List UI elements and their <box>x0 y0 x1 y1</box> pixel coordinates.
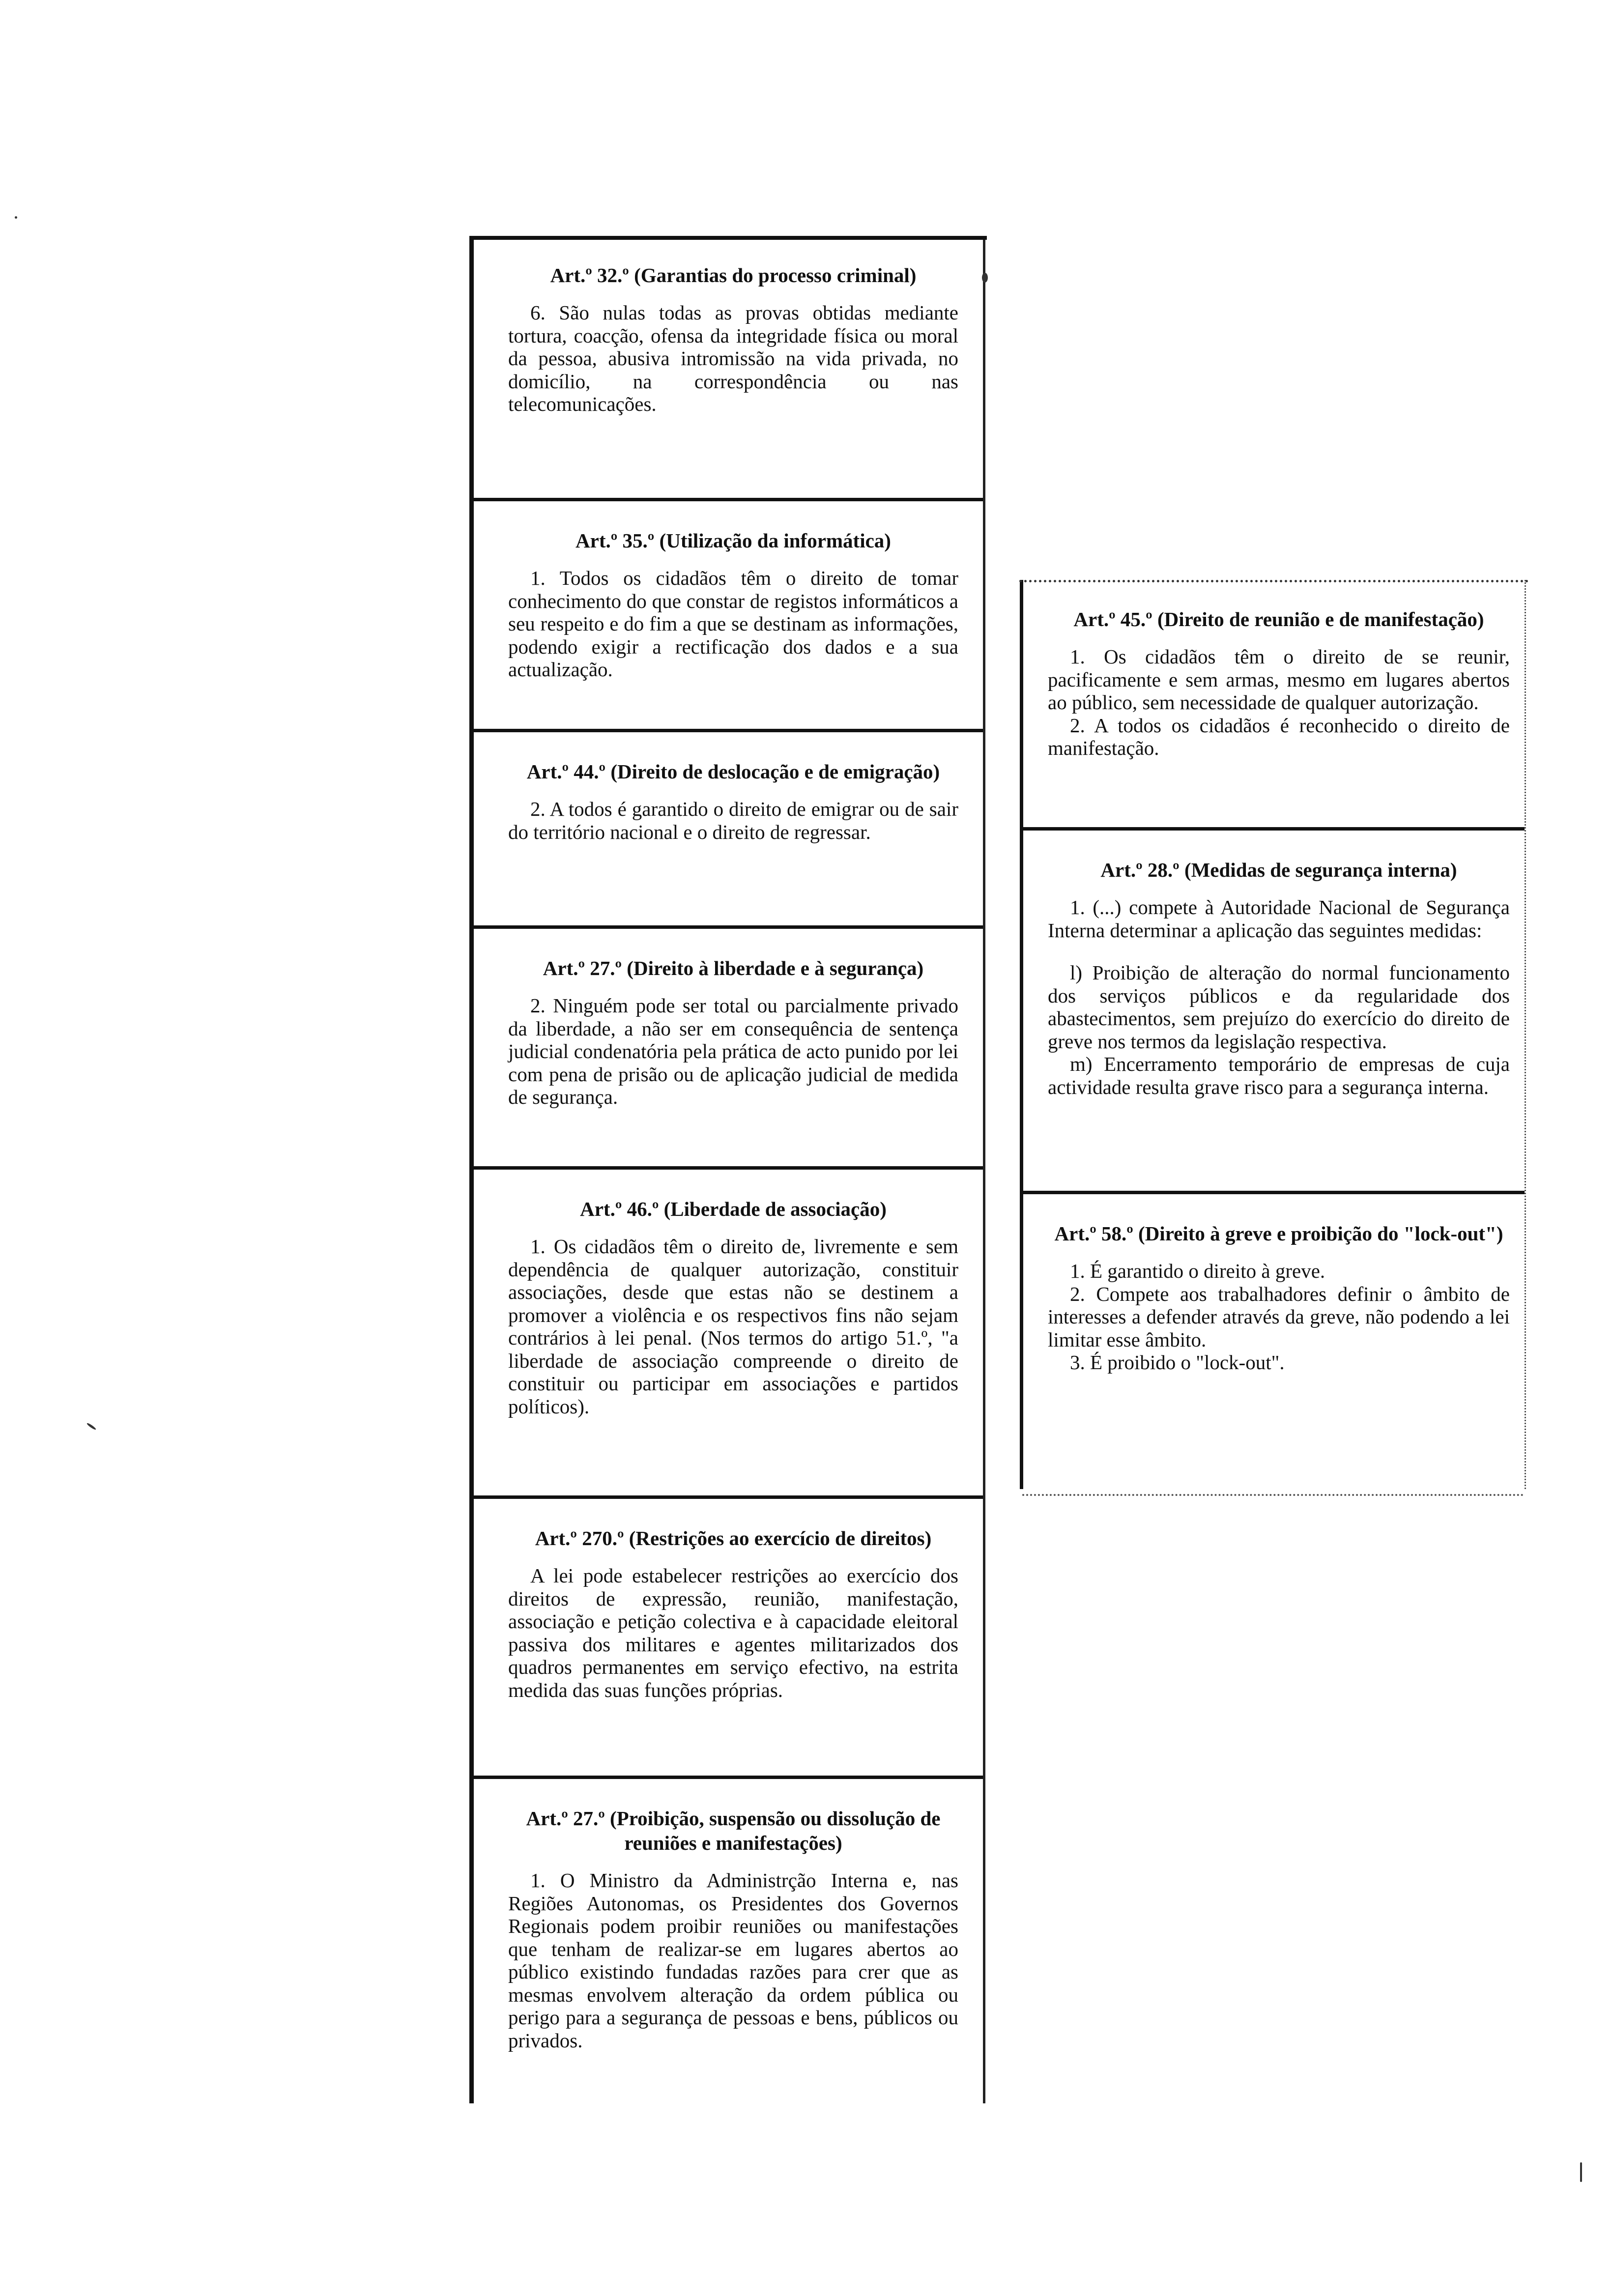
article-paragraph: 6. São nulas todas as provas obtidas mediante tortura, coacção, ofensa da integridade física ou moral da pessoa, abusiva intromissão na vida privada, no domicílio, na correspondência ou nas telecomunicações. <box>508 301 958 415</box>
article-title: Art.º 27.º (Proibição, suspensão ou dissolução de reuniões e manifestações) <box>526 1807 941 1854</box>
article-paragraph: 2. Ninguém pode ser total ou parcialmente privado da liberdade, a não ser em consequência de sentença judicial condenatória pela prática de acto punido por lei com pena de prisão ou de aplicação judicial de medida de segurança. <box>508 994 958 1108</box>
article-title: Art.º 28.º (Medidas de segurança interna) <box>1100 859 1457 881</box>
article-body <box>508 994 958 1109</box>
article-body <box>508 567 958 681</box>
article-paragraph: m) Encerramento temporário de empresas de cuja actividade resulta grave risco para a segurança interna. <box>1048 1053 1510 1098</box>
scan-speck <box>1580 2162 1582 2182</box>
article-paragraph: A lei pode estabelecer restrições ao exercício dos direitos de expressão, reunião, manifestação, associação e petição colectiva e à capacidade eleitoral passiva dos militares e agentes militarizados dos quadros permanentes em serviço efectivo, na estrita medida das suas funções próprias. <box>508 1564 958 1701</box>
article-32-garantias <box>474 236 983 501</box>
article-paragraph: 1. O Ministro da Administrção Interna e, nas Regiões Autonomas, os Presidentes dos Governos Regionais podem proibir reuniões ou manifestações que tenham de realizar-se em lugares abertos ao público existindo fundadas razões para crer que as mesmas envolvem alteração da ordem pública ou perigo para a segurança de pessoas e bens, públicos ou privados. <box>508 1869 958 2052</box>
article-title: Art.º 45.º (Direito de reunião e de manifestação) <box>1073 608 1484 631</box>
article-35-informatica <box>474 501 983 732</box>
article-paragraph: 2. Compete aos trabalhadores definir o âmbito de interesses a defender através da greve, não podendo a lei limitar esse âmbito. <box>1048 1282 1510 1351</box>
article-title: Art.º 27.º (Direito à liberdade e à segurança) <box>543 957 924 979</box>
scan-dotted-rule <box>1022 1494 1524 1496</box>
article-body <box>508 1869 958 2052</box>
article-45-reuniao <box>1023 580 1525 831</box>
article-28-seguranca-interna <box>1023 831 1525 1194</box>
article-paragraph: 1. (...) compete à Autoridade Nacional de Segurança Interna determinar a aplicação das seguintes medidas: <box>1048 896 1510 942</box>
article-title: Art.º 58.º (Direito à greve e proibição do "lock-out") <box>1054 1222 1503 1245</box>
article-270-restricoes <box>474 1499 983 1779</box>
article-58-greve <box>1023 1194 1525 1489</box>
article-title: Art.º 32.º (Garantias do processo criminal) <box>550 264 917 287</box>
article-body <box>508 1235 958 1418</box>
article-paragraph: 2. A todos os cidadãos é reconhecido o direito de manifestação. <box>1048 714 1510 759</box>
article-body <box>1048 1260 1510 1374</box>
article-title: Art.º 35.º (Utilização da informática) <box>576 529 891 552</box>
article-paragraph: 1. Os cidadãos têm o direito de, livremente e sem dependência de qualquer autorização, constituir associações, desde que estas não se destinem a promover a violência e os respectivos fins não sejam contrários à lei penal. (Nos termos do artigo 51.º, "a liberdade de associação compreende o direito de constituir ou participar em associações e partidos políticos). <box>508 1235 958 1418</box>
article-title: Art.º 270.º (Restrições ao exercício de direitos) <box>535 1527 932 1550</box>
article-paragraph: 1. Todos os cidadãos têm o direito de tomar conhecimento do que constar de registos informáticos a seu respeito e do fim a que se destinam as informações, podendo exigir a rectificação dos dados e a sua actualização. <box>508 567 958 681</box>
top-rule <box>1019 580 1528 582</box>
article-body <box>508 798 958 843</box>
article-paragraph: l) Proibição de alteração do normal funcionamento dos serviços públicos e da regularidade dos abastecimentos, sem prejuízo do exercício do direito de greve nos termos da legislação respectiva. <box>1048 961 1510 1053</box>
article-27-liberdade <box>474 929 983 1170</box>
article-body <box>508 301 958 416</box>
article-body <box>1048 896 1510 1098</box>
article-27-proibicao <box>474 1779 983 2103</box>
article-paragraph: 3. É proibido o "lock-out". <box>1070 1351 1285 1374</box>
scan-speck <box>15 216 17 219</box>
article-title: Art.º 44.º (Direito de deslocação e de emigração) <box>526 760 940 783</box>
scan-speck <box>982 273 988 283</box>
scan-speck <box>86 1422 97 1431</box>
article-body <box>508 1564 958 1701</box>
article-44-deslocacao <box>474 732 983 929</box>
article-paragraph: 1. Os cidadãos têm o direito de se reunir, pacificamente e sem armas, mesmo em lugares abertos ao público, sem necessidade de qualquer autorização. <box>1048 645 1510 714</box>
article-title: Art.º 46.º (Liberdade de associação) <box>580 1198 887 1220</box>
article-paragraph: 1. É garantido o direito à greve. <box>1070 1260 1325 1282</box>
article-body <box>1048 645 1510 760</box>
right-column <box>1020 580 1526 1489</box>
top-rule <box>470 236 987 240</box>
left-column <box>469 236 985 2103</box>
article-46-associacao <box>474 1170 983 1499</box>
article-paragraph: 2. A todos é garantido o direito de emigrar ou de sair do território nacional e o direito de regressar. <box>508 798 958 843</box>
